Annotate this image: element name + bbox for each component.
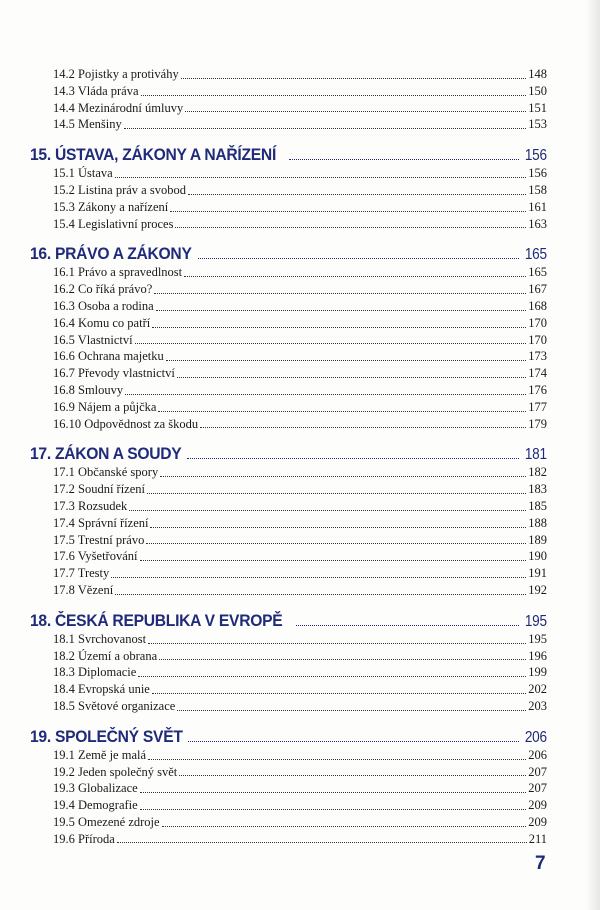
dot-leader — [175, 227, 526, 228]
toc-entry-page: 168 — [528, 298, 547, 313]
toc-entry-label: 16.8 Smlouvy — [53, 382, 124, 397]
page-edge-shadow — [586, 0, 600, 910]
dot-leader — [117, 842, 527, 843]
toc-entry-page: 156 — [528, 166, 547, 181]
toc-entry-label: 16.10 Odpovědnost za škodu — [53, 416, 199, 431]
chapter-heading[interactable] — [30, 239, 547, 264]
dot-leader — [296, 625, 519, 626]
toc-entry[interactable] — [30, 116, 547, 133]
toc-entry-page: 190 — [528, 549, 547, 564]
chapter-heading[interactable] — [30, 722, 547, 747]
dot-leader — [162, 826, 527, 827]
toc-entry-page: 183 — [528, 482, 547, 497]
dot-leader — [185, 111, 526, 112]
toc-entry-label: 18.4 Evropská unie — [53, 682, 150, 697]
toc-entry-page: 170 — [528, 315, 547, 330]
dot-leader — [129, 510, 526, 511]
toc-entry-label: 15.2 Listina práv a svobod — [53, 182, 186, 197]
dot-leader — [177, 710, 526, 711]
dot-leader — [159, 659, 526, 660]
dot-leader — [158, 411, 526, 412]
toc-entry-label: 14.5 Menšiny — [53, 117, 122, 132]
toc-entry[interactable] — [30, 382, 547, 399]
toc-entry-label: 17.3 Rozsudek — [53, 498, 128, 513]
dot-leader — [160, 476, 526, 477]
toc-entry[interactable] — [30, 664, 547, 681]
toc-entry[interactable] — [30, 681, 547, 698]
toc-entry[interactable] — [30, 797, 547, 814]
toc-entry-page: 202 — [528, 682, 547, 697]
toc-entry-label: 17.2 Soudní řízení — [53, 482, 146, 497]
toc-entry[interactable] — [30, 348, 547, 365]
toc-entry[interactable] — [30, 182, 547, 199]
toc-entry[interactable] — [30, 631, 547, 648]
chapter-heading-page: 156 — [525, 147, 547, 165]
toc-entry[interactable] — [30, 66, 547, 83]
dot-leader — [188, 741, 519, 742]
toc-entry-label: 16.3 Osoba a rodina — [53, 298, 154, 313]
dot-leader — [148, 643, 526, 644]
toc-entry-page: 174 — [528, 366, 547, 381]
toc-entry-page: 207 — [528, 781, 547, 796]
dot-leader — [140, 560, 527, 561]
toc-entry-page: 192 — [528, 582, 547, 597]
toc-entry-page: 196 — [528, 648, 547, 663]
toc-entry-label: 14.4 Mezinárodní úmluvy — [53, 100, 184, 115]
dot-leader — [147, 493, 526, 494]
chapter-heading[interactable] — [30, 140, 547, 165]
toc-entry[interactable] — [30, 764, 547, 781]
dot-leader — [138, 676, 526, 677]
toc-entry[interactable] — [30, 199, 547, 216]
toc-entry[interactable] — [30, 582, 547, 599]
toc-entry-page: 182 — [528, 465, 547, 480]
toc-entry-label: 19.2 Jeden společný svět — [53, 764, 178, 779]
page-number: 7 — [535, 853, 546, 874]
toc-entry-page: 199 — [528, 665, 547, 680]
dot-leader — [115, 177, 527, 178]
toc-entry-label: 16.6 Ochrana majetku — [53, 349, 164, 364]
chapter-heading-label: 18. ČESKÁ REPUBLIKA V EVROPĚ — [30, 610, 283, 630]
toc-entry-page: 177 — [528, 399, 547, 414]
dot-leader — [135, 343, 527, 344]
toc-entry-label: 17.5 Trestní právo — [53, 532, 145, 547]
toc-entry-label: 14.3 Vláda práva — [53, 83, 139, 98]
toc-entry-label: 19.6 Příroda — [53, 831, 115, 846]
dot-leader — [170, 211, 526, 212]
toc-entry[interactable] — [30, 481, 547, 498]
toc-entry[interactable] — [30, 315, 547, 332]
toc-entry-label: 16.4 Komu co patří — [53, 315, 151, 330]
toc-entry-page: 165 — [528, 265, 547, 280]
dot-leader — [141, 95, 527, 96]
dot-leader — [148, 759, 526, 760]
dot-leader — [188, 194, 526, 195]
toc-entry[interactable] — [30, 83, 547, 100]
dot-leader — [152, 327, 526, 328]
toc-entry-label: 17.6 Vyšetřování — [53, 549, 138, 564]
toc-entry-label: 19.1 Země je malá — [53, 747, 147, 762]
dot-leader — [111, 577, 526, 578]
toc-entry-page: 167 — [528, 282, 547, 297]
toc-entry[interactable] — [30, 814, 547, 831]
toc-entry-label: 15.4 Legislativní proces — [53, 216, 174, 231]
toc-entry-label: 18.3 Diplomacie — [53, 665, 137, 680]
toc-entry-label: 16.5 Vlastnictví — [53, 332, 133, 347]
dot-leader — [150, 527, 526, 528]
toc-entry[interactable] — [30, 747, 547, 764]
toc-entry-label: 17.7 Tresty — [53, 566, 110, 581]
toc-entry-page: 148 — [528, 67, 547, 81]
toc-entry-page: 188 — [528, 515, 547, 530]
toc-entry[interactable] — [30, 216, 547, 233]
toc-entry-page: 209 — [528, 798, 547, 813]
dot-leader — [156, 310, 527, 311]
table-of-contents — [30, 66, 547, 847]
toc-entry-page: 170 — [528, 332, 547, 347]
dot-leader — [181, 78, 527, 79]
toc-entry[interactable] — [30, 780, 547, 797]
toc-entry-page: 191 — [528, 566, 547, 581]
toc-entry-page: 150 — [528, 83, 547, 98]
toc-entry-label: 16.7 Převody vlastnictví — [53, 366, 175, 381]
dot-leader — [289, 159, 519, 160]
toc-entry-label: 17.4 Správní řízení — [53, 515, 149, 530]
dot-leader — [154, 293, 526, 294]
toc-entry[interactable] — [30, 565, 547, 582]
toc-entry[interactable] — [30, 532, 547, 549]
toc-entry[interactable] — [30, 264, 547, 281]
chapter-heading-label: 17. ZÁKON A SOUDY — [30, 444, 182, 464]
chapter-heading-label: 16. PRÁVO A ZÁKONY — [30, 244, 192, 264]
dot-leader — [140, 792, 527, 793]
dot-leader — [146, 543, 526, 544]
toc-entry-page: 209 — [528, 814, 547, 829]
toc-entry[interactable] — [30, 298, 547, 315]
toc-entry-label: 17.1 Občanské spory — [53, 465, 159, 480]
dot-leader — [179, 775, 526, 776]
dot-leader — [124, 128, 527, 129]
toc-entry-label: 18.2 Území a obrana — [53, 648, 158, 663]
toc-entry-page: 189 — [528, 532, 547, 547]
toc-entry-label: 15.3 Zákony a nařízení — [53, 199, 169, 214]
toc-entry[interactable] — [30, 831, 547, 848]
chapter-heading[interactable] — [30, 439, 547, 464]
toc-entry-label: 17.8 Vězení — [53, 582, 114, 597]
toc-entry-page: 176 — [528, 382, 547, 397]
toc-entry-page: 163 — [528, 216, 547, 231]
dot-leader — [152, 693, 526, 694]
toc-entry-page: 185 — [528, 498, 547, 513]
dot-leader — [140, 809, 527, 810]
toc-entry[interactable] — [30, 165, 547, 182]
toc-entry[interactable] — [30, 464, 547, 481]
toc-entry-page: 153 — [528, 117, 547, 132]
toc-entry-page: 195 — [528, 631, 547, 646]
toc-entry-page: 173 — [528, 349, 547, 364]
toc-entry[interactable] — [30, 515, 547, 532]
chapter-heading-page: 206 — [525, 728, 547, 746]
toc-entry-page: 207 — [528, 764, 547, 779]
dot-leader — [184, 276, 526, 277]
toc-entry-label: 19.3 Globalizace — [53, 781, 138, 796]
dot-leader — [200, 427, 526, 428]
toc-entry-label: 18.5 Světové organizace — [53, 698, 176, 713]
toc-entry-label: 15.1 Ústava — [53, 166, 113, 181]
toc-entry-page: 161 — [528, 199, 547, 214]
toc-entry-label: 16.1 Právo a spravedlnost — [53, 265, 183, 280]
toc-entry-page: 151 — [528, 100, 547, 115]
chapter-heading-page: 195 — [525, 612, 547, 630]
toc-entry-label: 14.2 Pojistky a protiváhy — [53, 67, 179, 81]
toc-entry[interactable] — [30, 365, 547, 382]
toc-entry-page: 211 — [528, 831, 547, 846]
toc-entry[interactable] — [30, 698, 547, 715]
chapter-heading-page: 181 — [525, 446, 547, 464]
chapter-heading-label: 19. SPOLEČNÝ SVĚT — [30, 726, 183, 746]
chapter-heading-page: 165 — [525, 246, 547, 264]
toc-entry[interactable] — [30, 281, 547, 298]
dot-leader — [198, 258, 520, 259]
toc-entry[interactable] — [30, 416, 547, 433]
dot-leader — [166, 360, 527, 361]
dot-leader — [177, 377, 526, 378]
toc-entry[interactable] — [30, 332, 547, 349]
chapter-heading-label: 15. ÚSTAVA, ZÁKONY A NAŘÍZENÍ — [30, 145, 277, 165]
toc-entry-page: 179 — [528, 416, 547, 431]
toc-entry[interactable] — [30, 548, 547, 565]
toc-entry[interactable] — [30, 399, 547, 416]
toc-entry-label: 16.9 Nájem a půjčka — [53, 399, 157, 414]
dot-leader — [115, 594, 526, 595]
toc-entry-label: 18.1 Svrchovanost — [53, 631, 147, 646]
toc-entry[interactable] — [30, 100, 547, 117]
toc-entry-label: 19.4 Demografie — [53, 798, 138, 813]
toc-entry-label: 16.2 Co říká právo? — [53, 282, 153, 297]
chapter-heading[interactable] — [30, 606, 547, 631]
toc-entry-page: 206 — [528, 747, 547, 762]
toc-entry-page: 158 — [528, 182, 547, 197]
toc-entry[interactable] — [30, 498, 547, 515]
toc-entry-page: 203 — [528, 698, 547, 713]
dot-leader — [187, 458, 520, 459]
toc-entry-label: 19.5 Omezené zdroje — [53, 814, 160, 829]
dot-leader — [125, 394, 526, 395]
toc-entry[interactable] — [30, 648, 547, 665]
